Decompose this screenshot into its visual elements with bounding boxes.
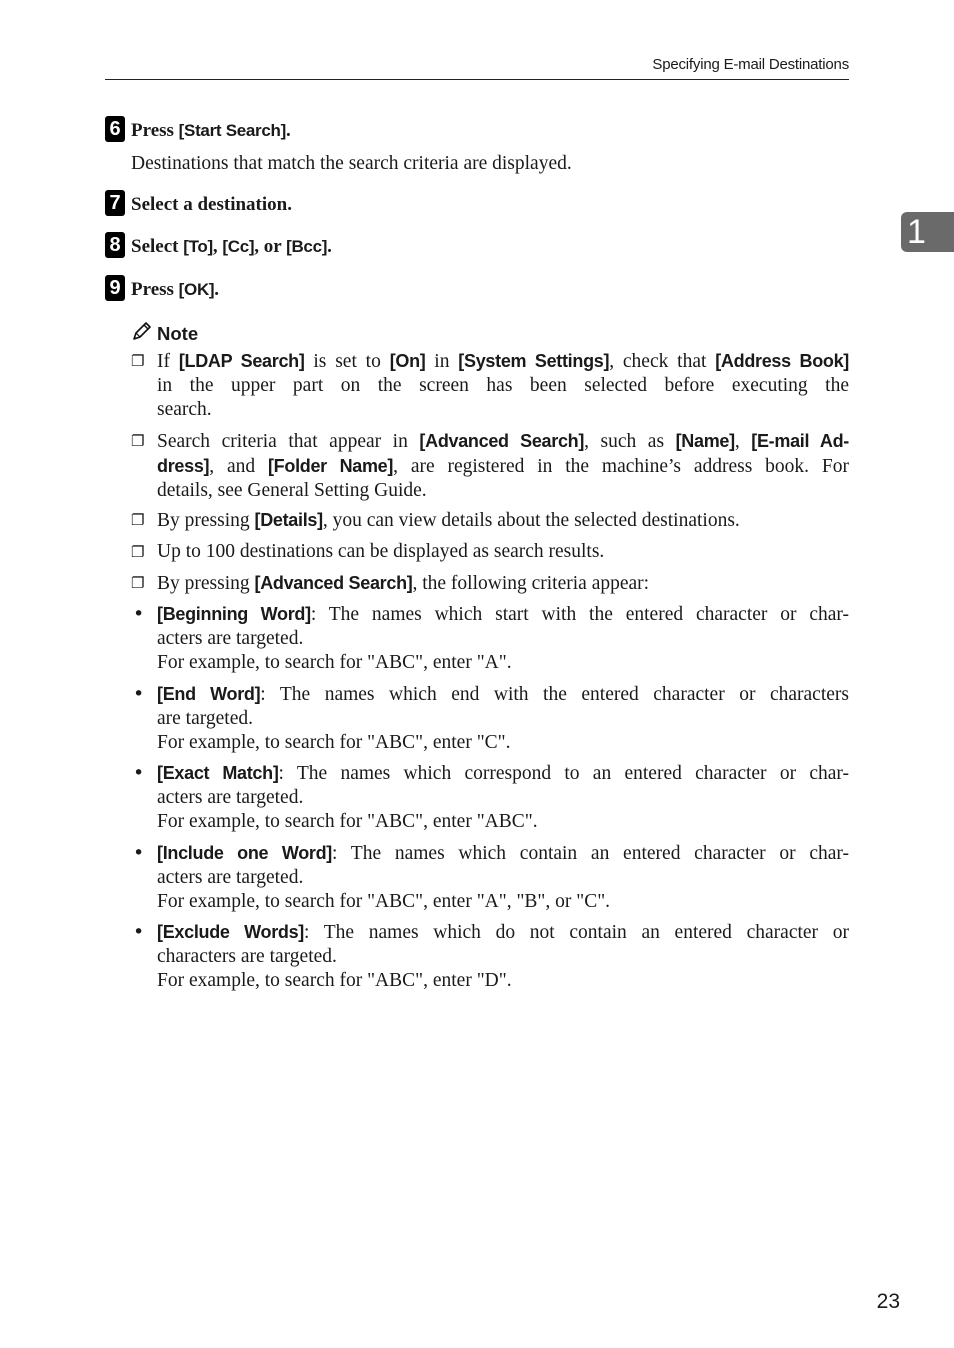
checkbox-icon: ❐ — [131, 511, 145, 529]
step-suffix: . — [214, 279, 220, 300]
ldap-search-key: [LDAP Search] — [178, 351, 305, 371]
running-header: Specifying E-mail Destinations — [652, 56, 849, 73]
text-run: : The names which correspond to an entered character or char- — [278, 763, 849, 784]
text-run: , and — [209, 456, 268, 477]
advanced-search-key: [Advanced Search] — [254, 573, 413, 593]
on-key: [On] — [389, 351, 426, 371]
address-book-key: [Address Book] — [715, 351, 849, 371]
bullet-icon: • — [133, 921, 145, 943]
text-line: acters are targeted. — [157, 867, 304, 888]
include-one-word-key: [Include one Word] — [157, 843, 332, 863]
bullet-icon: • — [133, 603, 145, 625]
note-item-text — [157, 429, 849, 503]
note-item-text — [157, 508, 849, 533]
step-prefix: Press — [131, 120, 179, 141]
end-word-key: [End Word] — [157, 684, 261, 704]
step-instruction — [131, 279, 219, 301]
text-line — [157, 682, 849, 707]
criteria-text — [157, 602, 849, 675]
ok-key: [OK] — [178, 280, 215, 299]
text-line: details, see General Setting Guide. — [157, 480, 427, 501]
note-item — [131, 540, 849, 564]
text-run: , check that — [609, 351, 716, 372]
example-text: For example, to search for "ABC", enter "A". — [157, 652, 512, 673]
bullet-icon: • — [133, 762, 145, 784]
folder-name-key: [Folder Name] — [267, 456, 394, 476]
criteria-item-exclude-words — [131, 920, 849, 993]
text-run: , the following criteria appear: — [412, 573, 650, 594]
text-run: Search criteria that appear in — [157, 431, 420, 452]
text-line: are targeted. — [157, 708, 253, 729]
checkbox-icon: ❐ — [131, 543, 145, 561]
note-item — [131, 429, 849, 503]
advanced-search-key: [Advanced Search] — [419, 431, 585, 451]
text-line: acters are targeted. — [157, 628, 304, 649]
text-line: Up to 100 destinations can be displayed as search results. — [157, 541, 605, 562]
note-item-text — [157, 571, 849, 596]
text-line — [157, 508, 849, 533]
pencil-icon — [131, 320, 153, 342]
example-text: For example, to search for "ABC", enter "ABC". — [157, 811, 538, 832]
system-settings-key: [System Settings] — [458, 351, 610, 371]
text-line: acters are targeted. — [157, 787, 304, 808]
bullet-icon: • — [133, 683, 145, 705]
text-run: , — [734, 431, 752, 452]
step-prefix: Press — [131, 279, 179, 300]
note-item — [131, 508, 849, 533]
checkbox-icon: ❐ — [131, 352, 145, 370]
step-number: 8 — [105, 232, 125, 258]
page-number: 23 — [876, 1290, 900, 1313]
step-number: 7 — [105, 190, 125, 216]
step-number: 6 — [105, 116, 125, 142]
text-run: : The names which end with the entered character or characters — [260, 684, 849, 705]
beginning-word-key: [Beginning Word] — [157, 604, 311, 624]
criteria-item-exact-match — [131, 761, 849, 834]
note-item-text — [157, 540, 849, 564]
step-instruction — [131, 120, 291, 142]
criteria-item-include-one-word — [131, 841, 849, 914]
note-item-text — [157, 349, 849, 422]
cc-key: [Cc] — [222, 237, 255, 256]
name-key: [Name] — [675, 431, 735, 451]
text-run: , such as — [584, 431, 676, 452]
text-run: : The names which start with the entered character or char- — [310, 604, 850, 625]
text-line — [157, 602, 849, 627]
criteria-text — [157, 841, 849, 914]
bcc-key: [Bcc] — [286, 237, 328, 256]
text-line — [157, 349, 849, 374]
note-label: Note — [157, 323, 199, 344]
text-run: : The names which do not contain an entered character or — [304, 922, 849, 943]
checkbox-icon: ❐ — [131, 432, 145, 450]
note-item — [131, 349, 849, 422]
note-item — [131, 571, 849, 596]
exact-match-key: [Exact Match] — [157, 763, 279, 783]
bullet-icon: • — [133, 842, 145, 864]
email-address-key-cont: dress] — [157, 456, 210, 476]
text-line: characters are targeted. — [157, 946, 337, 967]
text-run: , you can view details about the selected destinations. — [322, 510, 740, 531]
text-line — [157, 761, 849, 786]
example-text: For example, to search for "ABC", enter "C". — [157, 732, 511, 753]
text-run: is set to — [304, 351, 390, 372]
step-separator: , or — [254, 236, 287, 257]
step-suffix: . — [327, 236, 332, 257]
chapter-tab: 1 — [901, 212, 954, 252]
email-address-key: [E-mail Ad- — [751, 431, 849, 451]
text-run: in — [425, 351, 459, 372]
text-run: By pressing — [157, 573, 255, 594]
criteria-item-beginning-word — [131, 602, 849, 675]
step-separator: , — [212, 236, 223, 257]
criteria-text — [157, 920, 849, 993]
text-run: , are registered in the machine’s address book. For — [393, 456, 849, 477]
step-prefix: Select — [131, 236, 184, 257]
to-key: [To] — [183, 237, 213, 256]
step-number: 9 — [105, 275, 125, 301]
criteria-text — [157, 682, 849, 755]
step-instruction — [131, 236, 332, 258]
text-line — [157, 454, 849, 479]
example-text: For example, to search for "ABC", enter "D". — [157, 970, 512, 991]
text-line: search. — [157, 399, 212, 420]
criteria-item-end-word — [131, 682, 849, 755]
details-key: [Details] — [254, 510, 323, 530]
text-line — [157, 841, 849, 866]
step-6-description: Destinations that match the search criteria are displayed. — [131, 153, 572, 174]
criteria-text — [157, 761, 849, 834]
text-run: : The names which contain an entered character or char- — [331, 843, 849, 864]
text-run: If — [157, 351, 179, 372]
exclude-words-key: [Exclude Words] — [157, 922, 304, 942]
text-line — [157, 429, 849, 454]
header-rule — [105, 79, 849, 80]
example-text: For example, to search for "ABC", enter "A", "B", or "C". — [157, 891, 611, 912]
text-line: in the upper part on the screen has been selected before executing the — [157, 375, 849, 396]
step-instruction: Select a destination. — [131, 194, 292, 215]
text-line — [157, 571, 849, 596]
text-run: By pressing — [157, 510, 255, 531]
start-search-key: [Start Search] — [178, 121, 286, 140]
text-line — [157, 920, 849, 945]
checkbox-icon: ❐ — [131, 574, 145, 592]
step-suffix: . — [285, 120, 291, 141]
